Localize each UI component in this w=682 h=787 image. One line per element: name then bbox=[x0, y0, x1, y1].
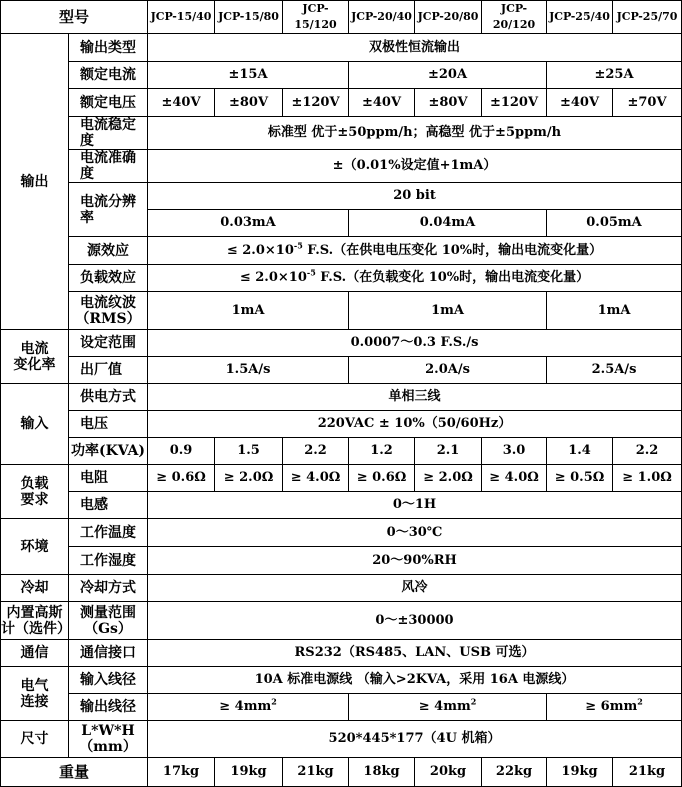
input-wire-label: 输入线径 bbox=[69, 667, 148, 694]
rated-voltage-value: ±40V bbox=[547, 89, 613, 117]
resistance-value: ≥ 2.0Ω bbox=[415, 465, 482, 492]
model-name: JCP-25/70 bbox=[613, 1, 682, 34]
ripple-value: 1mA bbox=[148, 292, 349, 330]
input-wire-value: 10A 标准电源线 （输入>2KVA，采用 16A 电源线） bbox=[148, 667, 682, 694]
weight-value: 21kg bbox=[283, 758, 349, 787]
humidity-value: 20～90%RH bbox=[148, 547, 682, 575]
weight-value: 21kg bbox=[613, 758, 682, 787]
gauss-value: 0～±30000 bbox=[148, 602, 682, 640]
rate-category: 电流 变化率 bbox=[1, 330, 69, 384]
resistance-value: ≥ 2.0Ω bbox=[215, 465, 283, 492]
output-wire-value: ≥ $4mm^2$ bbox=[148, 694, 349, 721]
resistance-row bbox=[1, 465, 682, 492]
accuracy-label: 电流准确度 bbox=[69, 150, 148, 183]
gauss-row bbox=[1, 602, 682, 640]
resolution-value: 0.04mA bbox=[349, 210, 547, 237]
rate-default-value: 1.5A/s bbox=[148, 357, 349, 384]
rated-voltage-value: ±120V bbox=[283, 89, 349, 117]
electrical-category: 电气 连接 bbox=[1, 667, 69, 721]
temp-row bbox=[1, 519, 682, 547]
weight-value: 18kg bbox=[349, 758, 415, 787]
rate-range-value: 0.0007～0.3 F.S./s bbox=[148, 330, 682, 357]
resistance-value: ≥ 4.0Ω bbox=[283, 465, 349, 492]
humidity-label: 工作湿度 bbox=[69, 547, 148, 575]
supply-value: 单相三线 bbox=[148, 384, 682, 411]
comm-category: 通信 bbox=[1, 640, 69, 667]
stability-label: 电流稳定度 bbox=[69, 117, 148, 150]
rated-current-label: 额定电流 bbox=[69, 62, 148, 89]
input-voltage-label: 电压 bbox=[69, 411, 148, 438]
rated-voltage-row bbox=[1, 89, 682, 117]
power-value: 2.2 bbox=[613, 438, 682, 465]
rated-current-value: ±20A bbox=[349, 62, 547, 89]
rated-voltage-value: ±80V bbox=[415, 89, 482, 117]
rated-voltage-value: ±40V bbox=[349, 89, 415, 117]
size-label: L*W*H （mm） bbox=[69, 721, 148, 758]
rate-default-value: 2.5A/s bbox=[547, 357, 682, 384]
rated-voltage-value: ±80V bbox=[215, 89, 283, 117]
cooling-row bbox=[1, 575, 682, 602]
comm-value: RS232（RS485、LAN、USB 可选） bbox=[148, 640, 682, 667]
environment-category: 环境 bbox=[1, 519, 69, 575]
temp-label: 工作温度 bbox=[69, 519, 148, 547]
output-type-row bbox=[1, 34, 682, 62]
resistance-value: ≥ 4.0Ω bbox=[482, 465, 547, 492]
rated-current-value: ±25A bbox=[547, 62, 682, 89]
load-category: 负载 要求 bbox=[1, 465, 69, 519]
rate-default-value: 2.0A/s bbox=[349, 357, 547, 384]
model-name: JCP-20/120 bbox=[482, 1, 547, 34]
rated-current-value: ±15A bbox=[148, 62, 349, 89]
power-label: 功率(KVA) bbox=[69, 438, 148, 465]
power-row bbox=[1, 438, 682, 465]
power-value: 1.5 bbox=[215, 438, 283, 465]
input-voltage-row bbox=[1, 411, 682, 438]
inductance-value: 0～1H bbox=[148, 492, 682, 519]
ripple-label: 电流纹波 （RMS） bbox=[69, 292, 148, 330]
comm-row bbox=[1, 640, 682, 667]
ripple-row bbox=[1, 292, 682, 330]
output-type-value: 双极性恒流输出 bbox=[148, 34, 682, 62]
resolution-value: 0.05mA bbox=[547, 210, 682, 237]
cooling-label: 冷却方式 bbox=[69, 575, 148, 602]
weight-value: 20kg bbox=[415, 758, 482, 787]
gauss-category: 内置高斯 计（选件） bbox=[1, 602, 69, 640]
resistance-value: ≥ 1.0Ω bbox=[613, 465, 682, 492]
model-name: JCP-15/80 bbox=[215, 1, 283, 34]
model-name: JCP-15/40 bbox=[148, 1, 215, 34]
output-wire-label: 输出线径 bbox=[69, 694, 148, 721]
rate-range-row bbox=[1, 330, 682, 357]
output-wire-value: ≥ $4mm^2$ bbox=[349, 694, 547, 721]
load-effect-row bbox=[1, 265, 682, 292]
size-value: 520*445*177（4U 机箱） bbox=[148, 721, 682, 758]
stability-row bbox=[1, 117, 682, 150]
size-row bbox=[1, 721, 682, 758]
weight-value: 19kg bbox=[215, 758, 283, 787]
model-name: JCP-20/80 bbox=[415, 1, 482, 34]
resolution-row bbox=[1, 183, 682, 210]
humidity-row bbox=[1, 547, 682, 575]
output-wire-value: ≥ $6mm^2$ bbox=[547, 694, 682, 721]
accuracy-value: ±（0.01%设定值+1mA） bbox=[148, 150, 682, 183]
input-category: 输入 bbox=[1, 384, 69, 465]
header-row bbox=[1, 1, 682, 34]
source-effect-label: 源效应 bbox=[69, 237, 148, 265]
power-value: 2.1 bbox=[415, 438, 482, 465]
rate-default-row bbox=[1, 357, 682, 384]
input-voltage-value: 220VAC ± 10%（50/60Hz） bbox=[148, 411, 682, 438]
resistance-value: ≥ 0.6Ω bbox=[349, 465, 415, 492]
weight-value: 22kg bbox=[482, 758, 547, 787]
weight-category: 重量 bbox=[1, 758, 148, 787]
rated-voltage-value: ±120V bbox=[482, 89, 547, 117]
power-value: 0.9 bbox=[148, 438, 215, 465]
load-effect-label: 负载效应 bbox=[69, 265, 148, 292]
resistance-label: 电阻 bbox=[69, 465, 148, 492]
ripple-value: 1mA bbox=[547, 292, 682, 330]
accuracy-row bbox=[1, 150, 682, 183]
rated-voltage-value: ±40V bbox=[148, 89, 215, 117]
rated-current-row bbox=[1, 62, 682, 89]
source-effect-value: ≤ $2.0\times 10^{-5}$ F.S.（在供电电压变化 10%时，输出电流变化量） bbox=[148, 237, 682, 265]
model-header-label: 型号 bbox=[1, 1, 148, 34]
rated-voltage-value: ±70V bbox=[613, 89, 682, 117]
model-name: JCP-15/120 bbox=[283, 1, 349, 34]
output-wire-row bbox=[1, 694, 682, 721]
weight-row bbox=[1, 758, 682, 787]
temp-value: 0～30℃ bbox=[148, 519, 682, 547]
output-type-label: 输出类型 bbox=[69, 34, 148, 62]
size-category: 尺寸 bbox=[1, 721, 69, 758]
power-value: 2.2 bbox=[283, 438, 349, 465]
rate-default-label: 出厂值 bbox=[69, 357, 148, 384]
rate-range-label: 设定范围 bbox=[69, 330, 148, 357]
model-name: JCP-25/40 bbox=[547, 1, 613, 34]
load-effect-value: ≤ $2.0\times 10^{-5}$ F.S.（在负载变化 10%时，输出电流变化量） bbox=[148, 265, 682, 292]
power-value: 3.0 bbox=[482, 438, 547, 465]
ripple-value: 1mA bbox=[349, 292, 547, 330]
source-effect-row bbox=[1, 237, 682, 265]
power-value: 1.2 bbox=[349, 438, 415, 465]
output-category: 输出 bbox=[1, 34, 69, 330]
power-value: 1.4 bbox=[547, 438, 613, 465]
stability-value: 标准型 优于±50ppm/h；高稳型 优于±5ppm/h bbox=[148, 117, 682, 150]
model-name: JCP-20/40 bbox=[349, 1, 415, 34]
cooling-value: 风冷 bbox=[148, 575, 682, 602]
comm-label: 通信接口 bbox=[69, 640, 148, 667]
resolution-bits: 20 bit bbox=[148, 183, 682, 210]
supply-label: 供电方式 bbox=[69, 384, 148, 411]
resistance-value: ≥ 0.5Ω bbox=[547, 465, 613, 492]
input-wire-row bbox=[1, 667, 682, 694]
resistance-value: ≥ 0.6Ω bbox=[148, 465, 215, 492]
cooling-category: 冷却 bbox=[1, 575, 69, 602]
supply-row bbox=[1, 384, 682, 411]
rated-voltage-label: 额定电压 bbox=[69, 89, 148, 117]
weight-value: 19kg bbox=[547, 758, 613, 787]
weight-value: 17kg bbox=[148, 758, 215, 787]
resolution-value: 0.03mA bbox=[148, 210, 349, 237]
inductance-row bbox=[1, 492, 682, 519]
resolution-label: 电流分辨率 bbox=[69, 183, 148, 237]
gauss-label: 测量范围 （Gs） bbox=[69, 602, 148, 640]
inductance-label: 电感 bbox=[69, 492, 148, 519]
